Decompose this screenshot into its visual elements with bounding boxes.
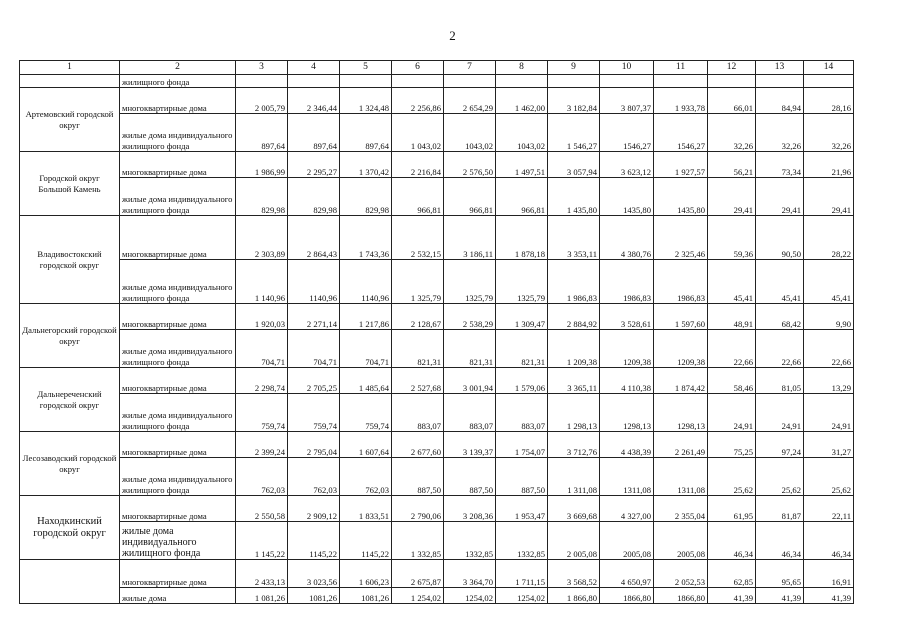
value-cell: 3 623,12: [600, 152, 654, 178]
value-cell: 1986,83: [654, 260, 708, 304]
value-cell: 1 597,60: [654, 304, 708, 330]
housing-type-cell: жилые дома индивидуального жилищного фонда: [120, 114, 236, 152]
value-cell: 46,34: [708, 522, 756, 560]
table-row: [20, 114, 854, 152]
okrug-cell: Лесозаводский городской округ: [20, 432, 120, 496]
column-header: 3: [236, 61, 288, 75]
value-cell: 1254,02: [496, 588, 548, 604]
value-cell: 3 568,52: [548, 560, 600, 588]
table-row: [20, 560, 854, 588]
table-row: [20, 178, 854, 216]
value-cell: 2 298,74: [236, 368, 288, 394]
value-cell: 4 327,00: [600, 496, 654, 522]
value-cell: 95,65: [756, 560, 804, 588]
value-cell: 1 754,07: [496, 432, 548, 458]
housing-type-cell: жилые дома индивидуального жилищного фонда: [120, 394, 236, 432]
value-cell: 829,98: [236, 178, 288, 216]
value-cell: 1 311,08: [548, 458, 600, 496]
value-cell: 1311,08: [654, 458, 708, 496]
value-cell: 56,21: [708, 152, 756, 178]
value-cell: 1 298,13: [548, 394, 600, 432]
value-cell: 1043,02: [496, 114, 548, 152]
value-cell: 887,50: [392, 458, 444, 496]
value-cell: 3 208,36: [444, 496, 496, 522]
value-cell: 1 332,85: [392, 522, 444, 560]
column-header: 7: [444, 61, 496, 75]
value-cell: 81,87: [756, 496, 804, 522]
value-cell: 966,81: [444, 178, 496, 216]
okrug-cell: Владивостокский городской округ: [20, 216, 120, 304]
housing-type-cell: жилищного фонда: [120, 75, 236, 88]
column-header: 10: [600, 61, 654, 75]
value-cell: 2 705,25: [288, 368, 340, 394]
value-cell: 2 261,49: [654, 432, 708, 458]
value-cell: 13,29: [804, 368, 854, 394]
value-cell: 1 081,26: [236, 588, 288, 604]
value-cell: 821,31: [392, 330, 444, 368]
column-header: 1: [20, 61, 120, 75]
column-header: 9: [548, 61, 600, 75]
value-cell: 762,03: [288, 458, 340, 496]
housing-type-cell: жилые дома индивидуального жилищного фонда: [120, 458, 236, 496]
value-cell: 1986,83: [600, 260, 654, 304]
value-cell: 3 186,11: [444, 216, 496, 260]
value-cell: 1140,96: [288, 260, 340, 304]
value-cell-empty: [444, 75, 496, 88]
table-row: [20, 88, 854, 114]
value-cell: 2 128,67: [392, 304, 444, 330]
housing-type-cell: многоквартирные дома: [120, 496, 236, 522]
housing-type-cell: жилые дома индивидуального жилищного фонда: [120, 260, 236, 304]
value-cell-empty: [392, 75, 444, 88]
value-cell: 1043,02: [444, 114, 496, 152]
value-cell: 2 884,92: [548, 304, 600, 330]
table-body: [20, 61, 854, 604]
value-cell: 1 874,42: [654, 368, 708, 394]
value-cell: 1 711,15: [496, 560, 548, 588]
value-cell: 3 001,94: [444, 368, 496, 394]
value-cell-empty: [340, 75, 392, 88]
housing-type-cell: жилые дома индивидуального жилищного фонда: [120, 178, 236, 216]
value-cell: 32,26: [708, 114, 756, 152]
value-cell: 2 005,79: [236, 88, 288, 114]
value-cell: 90,50: [756, 216, 804, 260]
value-cell: 2 303,89: [236, 216, 288, 260]
value-cell: 2 295,27: [288, 152, 340, 178]
okrug-cell-empty: [20, 75, 120, 88]
value-cell: 1 986,83: [548, 260, 600, 304]
value-cell: 75,25: [708, 432, 756, 458]
continuation-row: [20, 75, 854, 88]
value-cell: 24,91: [756, 394, 804, 432]
value-cell: 41,39: [804, 588, 854, 604]
value-cell: 29,41: [708, 178, 756, 216]
value-cell: 821,31: [444, 330, 496, 368]
value-cell: 1 927,57: [654, 152, 708, 178]
housing-type-cell: жилые дома индивидуального жилищного фонда: [120, 522, 236, 560]
value-cell: 84,94: [756, 88, 804, 114]
value-cell: 29,41: [804, 178, 854, 216]
value-cell: 1209,38: [654, 330, 708, 368]
value-cell: 1 435,80: [548, 178, 600, 216]
okrug-cell: Городской округ Большой Камень: [20, 152, 120, 216]
value-cell: 31,27: [804, 432, 854, 458]
value-cell: 897,64: [236, 114, 288, 152]
value-cell: 2 052,53: [654, 560, 708, 588]
value-cell-empty: [756, 75, 804, 88]
value-cell: 1145,22: [340, 522, 392, 560]
value-cell: 1 370,42: [340, 152, 392, 178]
value-cell: 704,71: [288, 330, 340, 368]
value-cell: 1 986,99: [236, 152, 288, 178]
value-cell: 1325,79: [496, 260, 548, 304]
value-cell: 1145,22: [288, 522, 340, 560]
value-cell-empty: [804, 75, 854, 88]
table-row: [20, 152, 854, 178]
value-cell: 1 953,47: [496, 496, 548, 522]
column-header: 5: [340, 61, 392, 75]
value-cell: 2005,08: [654, 522, 708, 560]
value-cell: 16,91: [804, 560, 854, 588]
value-cell: 1081,26: [288, 588, 340, 604]
housing-type-cell: многоквартирные дома: [120, 304, 236, 330]
housing-type-cell: многоквартирные дома: [120, 152, 236, 178]
value-cell: 887,50: [496, 458, 548, 496]
value-cell: 25,62: [804, 458, 854, 496]
table-row: [20, 496, 854, 522]
value-cell: 32,26: [756, 114, 804, 152]
table-row: [20, 260, 854, 304]
value-cell: 2 355,04: [654, 496, 708, 522]
value-cell: 45,41: [756, 260, 804, 304]
table-row: [20, 304, 854, 330]
value-cell: 1 743,36: [340, 216, 392, 260]
table-row: [20, 522, 854, 560]
column-header: 4: [288, 61, 340, 75]
value-cell-empty: [496, 75, 548, 88]
value-cell: 1332,85: [444, 522, 496, 560]
table-row: [20, 458, 854, 496]
value-cell: 22,11: [804, 496, 854, 522]
value-cell: 2 346,44: [288, 88, 340, 114]
value-cell: 2 550,58: [236, 496, 288, 522]
value-cell: 2 256,86: [392, 88, 444, 114]
value-cell: 1 833,51: [340, 496, 392, 522]
housing-type-cell: многоквартирные дома: [120, 368, 236, 394]
value-cell: 2 790,06: [392, 496, 444, 522]
value-cell: 22,66: [804, 330, 854, 368]
housing-type-cell: многоквартирные дома: [120, 432, 236, 458]
column-header: 13: [756, 61, 804, 75]
table-row: [20, 368, 854, 394]
value-cell-empty: [288, 75, 340, 88]
value-cell: 966,81: [496, 178, 548, 216]
value-cell: 4 438,39: [600, 432, 654, 458]
value-cell: 2 399,24: [236, 432, 288, 458]
value-cell: 1866,80: [654, 588, 708, 604]
value-cell: 2 677,60: [392, 432, 444, 458]
value-cell: 1 878,18: [496, 216, 548, 260]
value-cell: 1 217,86: [340, 304, 392, 330]
value-cell: 887,50: [444, 458, 496, 496]
value-cell: 41,39: [708, 588, 756, 604]
value-cell: 3 353,11: [548, 216, 600, 260]
value-cell: 25,62: [708, 458, 756, 496]
value-cell: 1298,13: [600, 394, 654, 432]
value-cell: 1209,38: [600, 330, 654, 368]
value-cell: 4 650,97: [600, 560, 654, 588]
value-cell: 3 807,37: [600, 88, 654, 114]
value-cell: 759,74: [340, 394, 392, 432]
column-header: 6: [392, 61, 444, 75]
value-cell: 704,71: [236, 330, 288, 368]
value-cell: 25,62: [756, 458, 804, 496]
value-cell: 1311,08: [600, 458, 654, 496]
value-cell: 1140,96: [340, 260, 392, 304]
value-cell: 61,95: [708, 496, 756, 522]
value-cell: 62,85: [708, 560, 756, 588]
okrug-cell: Дальнереченский городской округ: [20, 368, 120, 432]
value-cell: 1 209,38: [548, 330, 600, 368]
value-cell: 829,98: [340, 178, 392, 216]
value-cell: 1 043,02: [392, 114, 444, 152]
value-cell: 81,05: [756, 368, 804, 394]
value-cell: 3 023,56: [288, 560, 340, 588]
value-cell: 1 866,80: [548, 588, 600, 604]
value-cell-empty: [236, 75, 288, 88]
value-cell: 3 669,68: [548, 496, 600, 522]
value-cell-empty: [654, 75, 708, 88]
value-cell: 41,39: [756, 588, 804, 604]
value-cell: 24,91: [804, 394, 854, 432]
value-cell: 2 909,12: [288, 496, 340, 522]
table-row: [20, 330, 854, 368]
value-cell: 3 712,76: [548, 432, 600, 458]
value-cell: 1298,13: [654, 394, 708, 432]
value-cell: 1 606,23: [340, 560, 392, 588]
value-cell-empty: [600, 75, 654, 88]
okrug-cell: Находкинский городской округ: [20, 496, 120, 560]
value-cell: 21,96: [804, 152, 854, 178]
okrug-cell: [20, 560, 120, 604]
value-cell: 1435,80: [600, 178, 654, 216]
value-cell: 3 139,37: [444, 432, 496, 458]
value-cell: 1 324,48: [340, 88, 392, 114]
value-cell: 2 433,13: [236, 560, 288, 588]
value-cell: 2005,08: [600, 522, 654, 560]
value-cell: 1325,79: [444, 260, 496, 304]
table-row: [20, 432, 854, 458]
value-cell: 3 528,61: [600, 304, 654, 330]
value-cell: 759,74: [288, 394, 340, 432]
table-row: [20, 216, 854, 260]
column-header: 8: [496, 61, 548, 75]
value-cell: 58,46: [708, 368, 756, 394]
value-cell: 22,66: [708, 330, 756, 368]
value-cell: 1435,80: [654, 178, 708, 216]
value-cell: 45,41: [708, 260, 756, 304]
value-cell: 762,03: [236, 458, 288, 496]
value-cell: 9,90: [804, 304, 854, 330]
value-cell: 59,36: [708, 216, 756, 260]
value-cell: 1254,02: [444, 588, 496, 604]
value-cell: 2 325,46: [654, 216, 708, 260]
value-cell: 3 182,84: [548, 88, 600, 114]
value-cell: 1 933,78: [654, 88, 708, 114]
column-header: 2: [120, 61, 236, 75]
value-cell: 97,24: [756, 432, 804, 458]
column-header: 14: [804, 61, 854, 75]
value-cell: 29,41: [756, 178, 804, 216]
value-cell: 2 216,84: [392, 152, 444, 178]
column-header: 12: [708, 61, 756, 75]
column-header: 11: [654, 61, 708, 75]
value-cell: 2 864,43: [288, 216, 340, 260]
value-cell: 4 110,38: [600, 368, 654, 394]
value-cell: 1 920,03: [236, 304, 288, 330]
value-cell: 1332,85: [496, 522, 548, 560]
value-cell: 22,66: [756, 330, 804, 368]
value-cell: 829,98: [288, 178, 340, 216]
value-cell: 1 485,64: [340, 368, 392, 394]
value-cell: 2 675,87: [392, 560, 444, 588]
value-cell: 966,81: [392, 178, 444, 216]
value-cell: 2 271,14: [288, 304, 340, 330]
value-cell: 2 538,29: [444, 304, 496, 330]
header-row: [20, 61, 854, 75]
value-cell-empty: [708, 75, 756, 88]
value-cell: 1081,26: [340, 588, 392, 604]
value-cell: 897,64: [288, 114, 340, 152]
value-cell: 24,91: [708, 394, 756, 432]
value-cell: 46,34: [804, 522, 854, 560]
value-cell: 2 005,08: [548, 522, 600, 560]
value-cell: 3 057,94: [548, 152, 600, 178]
value-cell: 46,34: [756, 522, 804, 560]
value-cell: 32,26: [804, 114, 854, 152]
value-cell: 2 795,04: [288, 432, 340, 458]
value-cell: 704,71: [340, 330, 392, 368]
value-cell: 883,07: [444, 394, 496, 432]
value-cell: 1 145,22: [236, 522, 288, 560]
value-cell: 1 607,64: [340, 432, 392, 458]
value-cell: 3 365,11: [548, 368, 600, 394]
housing-type-cell: многоквартирные дома: [120, 88, 236, 114]
value-cell: 1 462,00: [496, 88, 548, 114]
table-row: [20, 588, 854, 604]
housing-type-cell: многоквартирные дома: [120, 560, 236, 588]
value-cell: 883,07: [496, 394, 548, 432]
value-cell: 1 140,96: [236, 260, 288, 304]
value-cell: 762,03: [340, 458, 392, 496]
housing-type-cell: жилые дома индивидуального жилищного фонда: [120, 330, 236, 368]
value-cell: 48,91: [708, 304, 756, 330]
value-cell: 759,74: [236, 394, 288, 432]
value-cell: 3 364,70: [444, 560, 496, 588]
value-cell: 897,64: [340, 114, 392, 152]
value-cell: 1 254,02: [392, 588, 444, 604]
value-cell: 2 654,29: [444, 88, 496, 114]
okrug-cell: Дальнегорский городской округ: [20, 304, 120, 368]
value-cell: 1866,80: [600, 588, 654, 604]
value-cell: 1 546,27: [548, 114, 600, 152]
tariff-table: [19, 60, 854, 604]
value-cell-empty: [548, 75, 600, 88]
value-cell: 66,01: [708, 88, 756, 114]
table-row: [20, 394, 854, 432]
value-cell: 1 497,51: [496, 152, 548, 178]
value-cell: 1546,27: [654, 114, 708, 152]
value-cell: 1 325,79: [392, 260, 444, 304]
value-cell: 4 380,76: [600, 216, 654, 260]
value-cell: 2 532,15: [392, 216, 444, 260]
value-cell: 2 527,68: [392, 368, 444, 394]
value-cell: 1546,27: [600, 114, 654, 152]
okrug-cell: Артемовский городской округ: [20, 88, 120, 152]
value-cell: 68,42: [756, 304, 804, 330]
value-cell: 821,31: [496, 330, 548, 368]
value-cell: 2 576,50: [444, 152, 496, 178]
value-cell: 73,34: [756, 152, 804, 178]
page-number: 2: [449, 28, 456, 43]
value-cell: 1 309,47: [496, 304, 548, 330]
housing-type-cell: многоквартирные дома: [120, 216, 236, 260]
value-cell: 883,07: [392, 394, 444, 432]
value-cell: 45,41: [804, 260, 854, 304]
housing-type-cell: жилые дома: [120, 588, 236, 604]
value-cell: 1 579,06: [496, 368, 548, 394]
value-cell: 28,16: [804, 88, 854, 114]
value-cell: 28,22: [804, 216, 854, 260]
